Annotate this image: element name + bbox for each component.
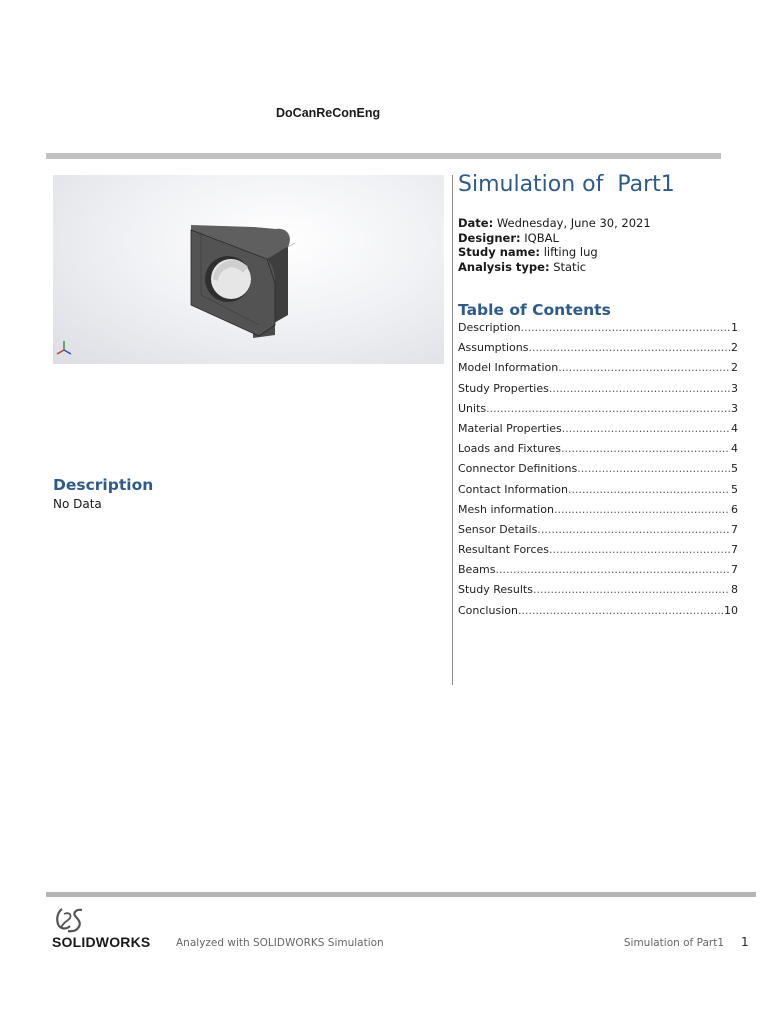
toc-item-page: 5 bbox=[731, 462, 738, 476]
column-divider bbox=[452, 175, 453, 685]
toc-item[interactable] bbox=[458, 402, 738, 422]
toc-item-label: Assumptions bbox=[458, 341, 529, 355]
toc-item-page: 3 bbox=[731, 401, 738, 415]
model-preview-image bbox=[53, 175, 444, 364]
toc-item-label: Contact Information bbox=[458, 482, 568, 496]
meta-study-name: Study name: lifting lug bbox=[458, 245, 598, 259]
toc-leader-dots bbox=[577, 462, 730, 475]
page-number: 1 bbox=[741, 935, 749, 949]
toc-item-page: 4 bbox=[731, 421, 738, 435]
toc-item-page: 1 bbox=[731, 321, 738, 334]
toc-item-label: Material Properties bbox=[458, 421, 562, 435]
toc-item-page: 2 bbox=[731, 341, 738, 355]
meta-analysis-type: Analysis type: Static bbox=[458, 259, 587, 274]
toc-item[interactable] bbox=[458, 583, 738, 603]
toc-item[interactable] bbox=[458, 604, 738, 624]
toc-item-label: Description bbox=[458, 321, 521, 334]
toc-leader-dots bbox=[562, 422, 730, 435]
toc-leader-dots bbox=[549, 382, 730, 395]
toc-item[interactable] bbox=[458, 503, 738, 523]
company-name: DoCanReConEng bbox=[276, 106, 381, 120]
toc-leader-dots bbox=[528, 341, 730, 354]
toc-item[interactable] bbox=[458, 462, 738, 482]
toc-item-label: Loads and Fixtures bbox=[458, 442, 561, 456]
toc-item-label: Mesh information bbox=[458, 502, 554, 516]
toc-item[interactable] bbox=[458, 341, 738, 361]
header-divider bbox=[46, 153, 721, 159]
axis-triad-icon bbox=[57, 341, 71, 354]
toc-item-label: Model Information bbox=[458, 361, 559, 375]
toc-item-label: Sensor Details bbox=[458, 522, 538, 536]
toc-item-page: 4 bbox=[731, 442, 738, 456]
toc-item-page: 2 bbox=[731, 361, 738, 375]
toc-item-page: 3 bbox=[731, 381, 738, 395]
toc-item-label: Units bbox=[458, 401, 487, 415]
toc-item-page: 10 bbox=[724, 603, 738, 617]
study-meta bbox=[458, 216, 651, 274]
toc-leader-dots bbox=[521, 321, 730, 334]
toc-item-page: 6 bbox=[731, 502, 738, 516]
toc-leader-dots bbox=[533, 583, 730, 596]
toc-leader-dots bbox=[537, 523, 730, 536]
ds-logo-icon bbox=[52, 906, 92, 934]
toc-item[interactable] bbox=[458, 442, 738, 462]
lifting-lug-model bbox=[53, 175, 444, 364]
toc-item-page: 7 bbox=[731, 522, 738, 536]
solidworks-logo-text: SOLIDWORKS bbox=[52, 934, 151, 950]
toc-item-page: 8 bbox=[731, 583, 738, 597]
toc-heading: Table of Contents bbox=[458, 301, 611, 319]
toc-item-page: 7 bbox=[731, 543, 738, 557]
description-heading: Description bbox=[53, 476, 154, 494]
toc-leader-dots bbox=[558, 361, 730, 374]
meta-designer: Designer: IQBAL bbox=[458, 230, 559, 245]
table-of-contents bbox=[458, 321, 738, 624]
footer-report-name: Simulation of Part1 bbox=[623, 937, 724, 949]
toc-item[interactable] bbox=[458, 321, 738, 341]
toc-leader-dots bbox=[568, 483, 730, 496]
toc-item[interactable] bbox=[458, 483, 738, 503]
toc-item-label: Study Properties bbox=[458, 381, 549, 395]
toc-leader-dots bbox=[554, 503, 730, 516]
meta-date: Date: Wednesday, June 30, 2021 bbox=[458, 216, 651, 230]
toc-leader-dots bbox=[518, 604, 723, 617]
toc-item-label: Beams bbox=[458, 563, 496, 577]
toc-item-page: 7 bbox=[731, 563, 738, 577]
toc-item-label: Resultant Forces bbox=[458, 543, 550, 557]
toc-item[interactable] bbox=[458, 543, 738, 563]
toc-item[interactable] bbox=[458, 563, 738, 583]
toc-leader-dots bbox=[549, 543, 730, 556]
toc-item[interactable] bbox=[458, 523, 738, 543]
toc-leader-dots bbox=[486, 402, 730, 415]
toc-leader-dots bbox=[561, 442, 730, 455]
footer-divider bbox=[46, 892, 756, 897]
toc-item-page: 5 bbox=[731, 482, 738, 496]
toc-item-label: Conclusion bbox=[458, 603, 518, 617]
solidworks-logo bbox=[52, 906, 162, 954]
description-body: No Data bbox=[53, 497, 102, 511]
toc-item[interactable] bbox=[458, 382, 738, 402]
toc-item-label: Study Results bbox=[458, 583, 533, 597]
toc-item[interactable] bbox=[458, 422, 738, 442]
toc-item[interactable] bbox=[458, 361, 738, 381]
toc-leader-dots bbox=[496, 563, 730, 576]
report-title: Simulation of Part1 bbox=[458, 172, 675, 197]
toc-item-label: Connector Definitions bbox=[458, 462, 578, 476]
footer-analyzed-with: Analyzed with SOLIDWORKS Simulation bbox=[176, 937, 384, 949]
